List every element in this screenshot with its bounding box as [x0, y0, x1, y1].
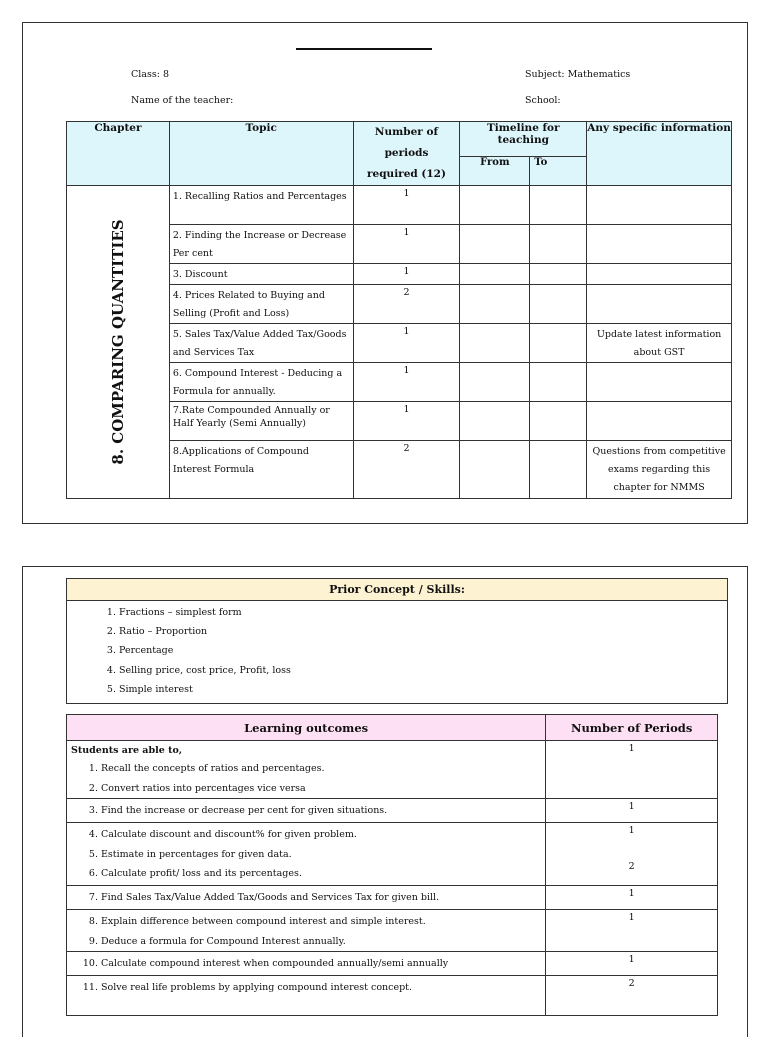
header-to: To — [530, 156, 587, 185]
table-row — [67, 799, 546, 823]
prior-title: Prior Concept / Skills: — [67, 579, 728, 601]
list-item: 4. Selling price, cost price, Profit, loss — [119, 661, 727, 680]
list-item: 3. Percentage — [119, 641, 727, 660]
prior-list — [67, 603, 727, 699]
chapter-title: 8. COMPARING QUANTITIES — [108, 219, 127, 465]
header-periods-line1: Number of periods — [374, 126, 438, 159]
from-cell — [460, 324, 530, 363]
to-cell — [530, 363, 587, 402]
info-cell — [587, 402, 732, 441]
info-cell — [587, 264, 732, 285]
periods-cell: 2 — [353, 285, 460, 324]
to-cell — [530, 264, 587, 285]
chapter-cell — [67, 186, 170, 499]
periods-cell: 2 — [546, 976, 718, 1016]
from-cell — [460, 186, 530, 225]
from-cell — [460, 402, 530, 441]
list-item: 11. Solve real life problems by applying compound interest concept. — [101, 978, 541, 998]
topic-cell: 6. Compound Interest - Deducing a Formula for annually. — [169, 363, 353, 402]
header-periods — [353, 122, 460, 186]
topic-cell: 5. Sales Tax/Value Added Tax/Goods and Services Tax — [169, 324, 353, 363]
list-item: 9. Deduce a formula for Compound Interest annually. — [101, 932, 541, 952]
list-item: 2. Convert ratios into percentages vice versa — [101, 779, 541, 799]
table-row — [67, 952, 546, 976]
to-cell — [530, 225, 587, 264]
topic-cell: 8.Applications of Compound Interest Formula — [169, 441, 353, 499]
list-item: 6. Calculate profit/ loss and its percentages. — [101, 864, 541, 884]
teacher-label: Name of the teacher: — [131, 95, 234, 106]
info-cell — [587, 225, 732, 264]
periods-cell: 1 — [546, 886, 718, 910]
table-row — [67, 886, 546, 910]
periods-cell: 1 — [546, 799, 718, 823]
list-item: 5. Estimate in percentages for given data. — [101, 845, 541, 865]
info-cell: Questions from competitive exams regarding this chapter for NMMS — [587, 441, 732, 499]
list-item: 7. Find Sales Tax/Value Added Tax/Goods and Services Tax for given bill. — [101, 888, 541, 908]
from-cell — [460, 285, 530, 324]
topic-cell: 2. Finding the Increase or Decrease Per cent — [169, 225, 353, 264]
header-info: Any specific information — [587, 122, 732, 186]
topic-cell: 4. Prices Related to Buying and Selling (Profit and Loss) — [169, 285, 353, 324]
prior-list-cell — [67, 601, 728, 704]
list-item: 10. Calculate compound interest when compounded annually/semi annually — [101, 954, 541, 974]
list-item: 8. Explain difference between compound interest and simple interest. — [101, 912, 541, 932]
periods-cell: 1 — [353, 264, 460, 285]
from-cell — [460, 441, 530, 499]
list-item: 4. Calculate discount and discount% for given problem. — [101, 825, 541, 845]
to-cell — [530, 324, 587, 363]
to-cell — [530, 441, 587, 499]
to-cell — [530, 285, 587, 324]
periods-cell: 1 — [353, 186, 460, 225]
from-cell — [460, 363, 530, 402]
info-cell: Update latest information about GST — [587, 324, 732, 363]
class-label: Class: 8 — [131, 69, 169, 80]
subject-label: Subject: Mathematics — [525, 69, 631, 80]
header-periods-line2: required (12) — [367, 168, 446, 180]
header-outcomes: Learning outcomes — [67, 715, 546, 741]
school-label: School: — [525, 95, 561, 106]
topic-cell: 1. Recalling Ratios and Percentages — [169, 186, 353, 225]
periods-value: 2 — [628, 861, 635, 872]
list-item: 5. Simple interest — [119, 680, 727, 699]
info-cell — [587, 363, 732, 402]
lesson-plan-table — [66, 121, 732, 499]
info-cell — [587, 186, 732, 225]
topic-cell: 7.Rate Compounded Annually or Half Yearly (Semi Annually) — [169, 402, 353, 441]
periods-cell: 1 — [353, 225, 460, 264]
header-from: From — [460, 156, 530, 185]
periods-cell: 1 — [353, 324, 460, 363]
periods-cell: 1 — [353, 402, 460, 441]
periods-cell: 2 — [353, 441, 460, 499]
header-timeline: Timeline for teaching — [460, 122, 587, 157]
table-row — [67, 741, 546, 799]
periods-cell: 1 — [546, 910, 718, 952]
list-item: 3. Find the increase or decrease per cent for given situations. — [101, 801, 541, 821]
periods-cell: 1 — [546, 741, 718, 799]
from-cell — [460, 264, 530, 285]
from-cell — [460, 225, 530, 264]
list-item: 2. Ratio – Proportion — [119, 622, 727, 641]
info-cell — [587, 285, 732, 324]
table-row — [67, 976, 546, 1016]
periods-value: 1 — [628, 825, 635, 836]
header-number-of-periods: Number of Periods — [546, 715, 718, 741]
periods-cell — [546, 823, 718, 886]
header-chapter: Chapter — [67, 122, 170, 186]
table-row — [67, 910, 546, 952]
outcomes-lead: Students are able to, — [71, 745, 183, 756]
to-cell — [530, 402, 587, 441]
title-underline — [296, 48, 432, 50]
list-item: 1. Recall the concepts of ratios and percentages. — [101, 759, 541, 779]
learning-outcomes-table — [66, 714, 718, 1016]
table-row — [67, 823, 546, 886]
list-item: 1. Fractions – simplest form — [119, 603, 727, 622]
periods-cell: 1 — [546, 952, 718, 976]
header-topic: Topic — [169, 122, 353, 186]
periods-cell: 1 — [353, 363, 460, 402]
topic-cell: 3. Discount — [169, 264, 353, 285]
to-cell — [530, 186, 587, 225]
prior-concepts-table — [66, 578, 728, 704]
